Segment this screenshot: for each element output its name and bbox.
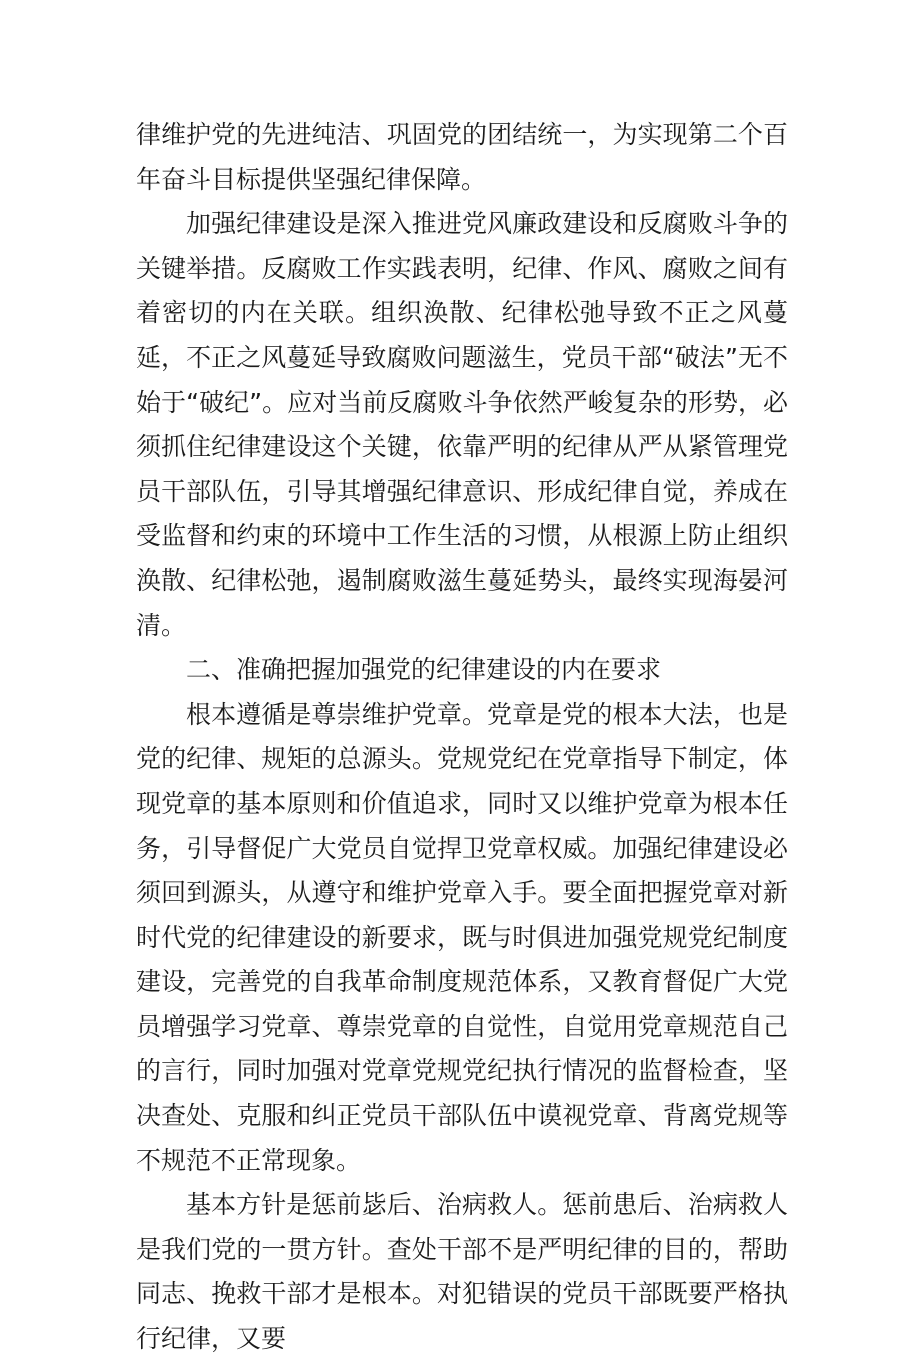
section-heading: 二、准确把握加强党的纪律建设的内在要求 [186, 655, 662, 685]
paragraph-continuation: 律维护党的先进纯洁、巩固党的团结统一，为实现第二个百年奋斗目标提供坚强纪律保障。 [136, 120, 788, 194]
paragraph-party-constitution: 根本遵循是尊崇维护党章。党章是党的根本大法，也是党的纪律、规矩的总源头。党规党纪在党章指导下制定，体现党章的基本原则和价值追求，同时又以维护党章为根本任务，引导督促广大党员自觉捍卫党章权威。加强纪律建设必须回到源头，从遵守和维护党章入手。要全面把握党章对新时代党的纪律建设的新要求，既与时俱进加强党规党纪制度建设，完善党的自我革命制度规范体系，又教育督促广大党员增强学习党章、尊崇党章的自觉性，自觉用党章规范自己的言行，同时加强对党章党规党纪执行情况的监督检查，坚决查处、克服和纠正党员干部队伍中谟视党章、背离党规等不规范不正常现象。 [136, 699, 788, 1175]
document-body [136, 113, 788, 1362]
paragraph-basic-policy: 基本方针是惩前毖后、治病救人。惩前患后、治病救人是我们党的一贯方针。查处干部不是严明纪律的目的，帮助同志、挽救干部才是根本。对犯错误的党员干部既要严格执行纪律，又要 [136, 1190, 788, 1354]
paragraph-discipline-construction: 加强纪律建设是深入推进党风廉政建设和反腐败斗争的关键举措。反腐败工作实践表明，纪律、作风、腐败之间有着密切的内在关联。组织涣散、纪律松弛导致不正之风蔓延，不正之风蔓延导致腐败问题滋生，党员干部“破法”无不始于“破纪”。应对当前反腐败斗争依然严峻复杂的形势，必须抓住纪律建设这个关键，依靠严明的纪律从严从紧管理党员干部队伍，引导其增强纪律意识、形成纪律自觉，养成在受监督和约束的环境中工作生活的习惯，从根源上防止组织涣散、纪律松弛，遏制腐败滋生蔓延势头，最终实现海晏河清。 [136, 209, 788, 640]
